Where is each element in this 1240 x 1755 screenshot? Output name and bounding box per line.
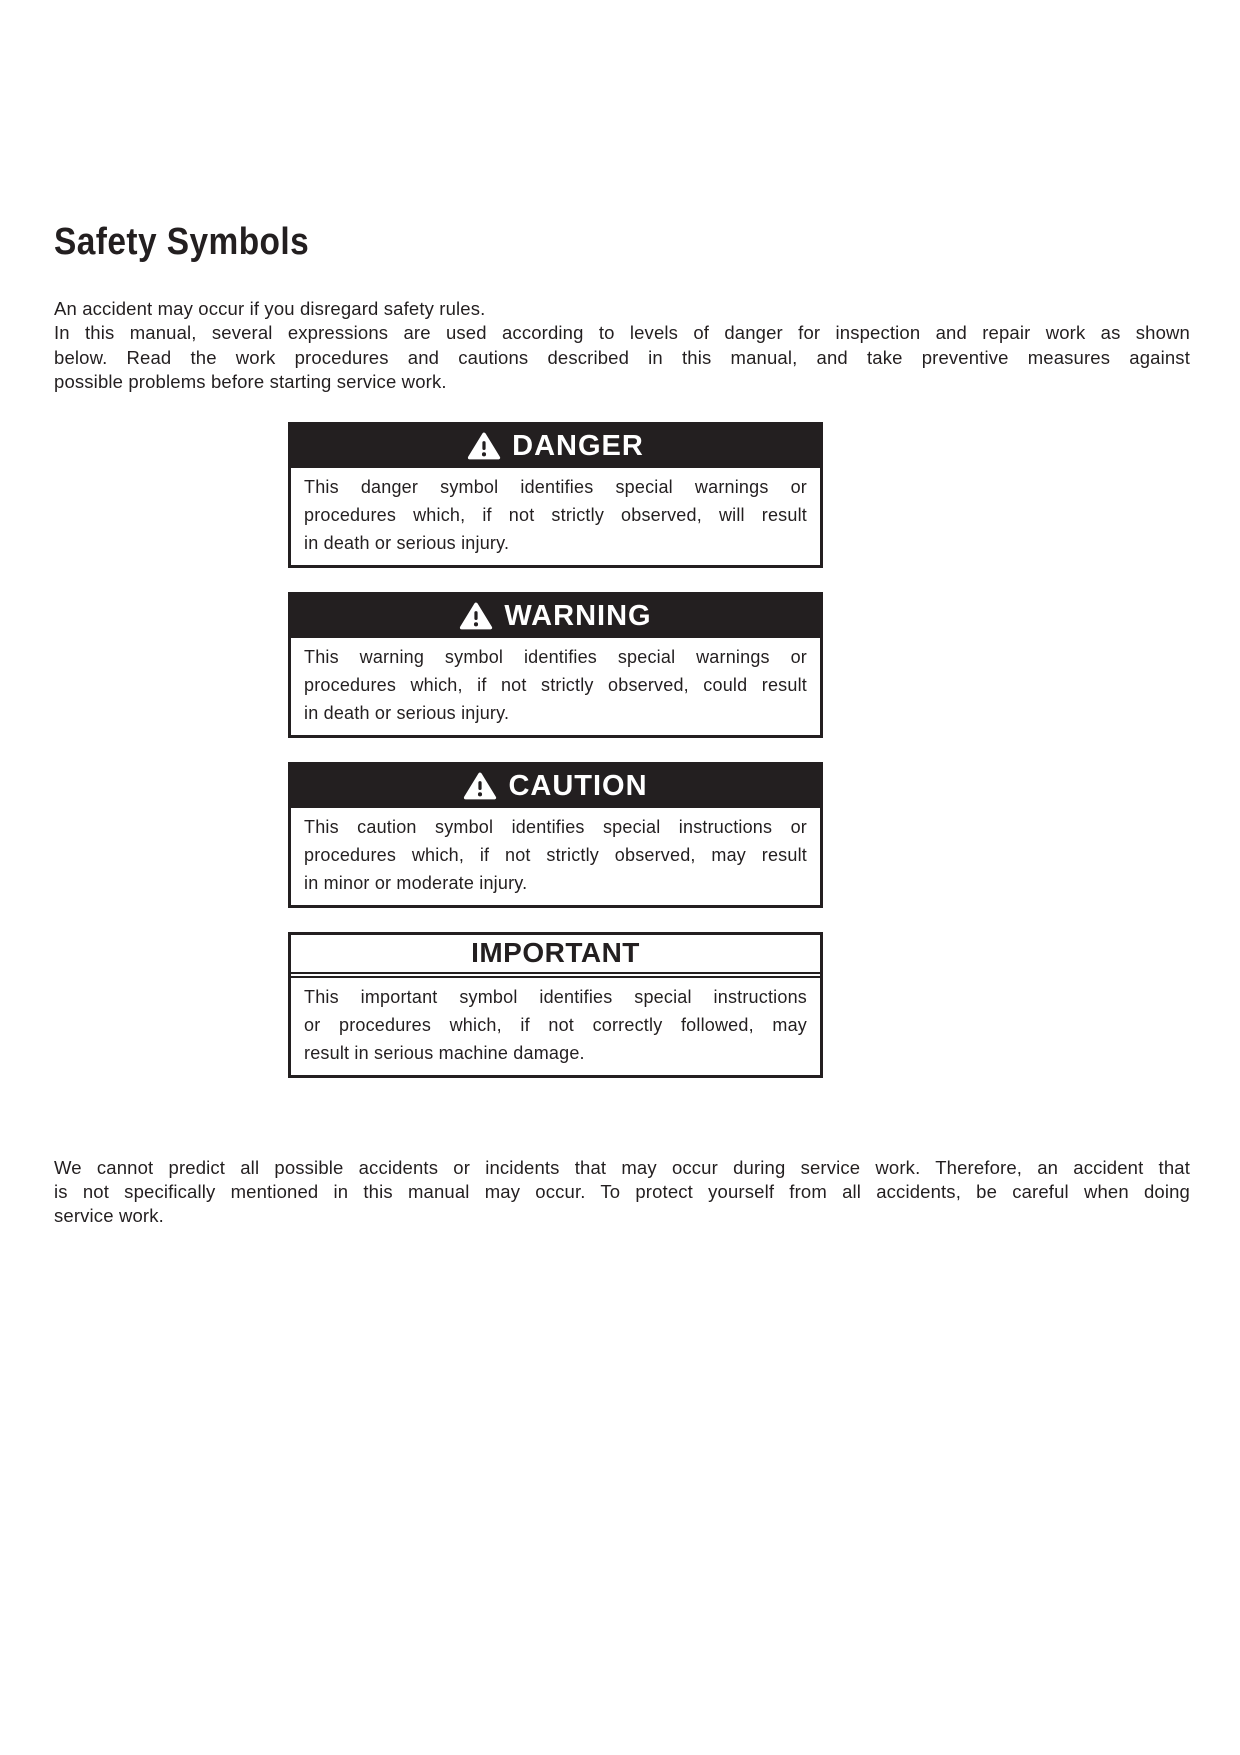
warning-body-line: This warning symbol identifies special warnings or (304, 646, 807, 667)
intro-line: In this manual, several expressions are used according to levels of danger for inspection and repair work as shown (54, 322, 1190, 344)
important-box (288, 932, 823, 1078)
warning-box (288, 592, 823, 738)
intro-paragraph (54, 297, 1190, 395)
danger-box-header (291, 425, 820, 468)
danger-body-line: procedures which, if not strictly observed, will result (304, 504, 807, 525)
danger-box (288, 422, 823, 568)
closing-line: is not specifically mentioned in this manual may occur. To protect yourself from all accidents, be careful when doing (54, 1181, 1190, 1203)
important-box-body (291, 976, 820, 1075)
danger-body-line: This danger symbol identifies special warnings or (304, 476, 807, 497)
closing-line: service work. (54, 1205, 164, 1227)
caution-box-header (291, 765, 820, 808)
caution-box-body (291, 808, 820, 905)
caution-body-line: in minor or moderate injury. (304, 872, 528, 893)
warning-triangle-icon (463, 771, 497, 801)
intro-line: below. Read the work procedures and cautions described in this manual, and take preventive measures against (54, 346, 1190, 368)
important-body-line: result in serious machine damage. (304, 1042, 585, 1063)
danger-body-line: in death or serious injury. (304, 532, 510, 553)
warning-body-line: in death or serious injury. (304, 702, 510, 723)
closing-paragraph (54, 1156, 1190, 1229)
danger-box-title: DANGER (512, 429, 644, 462)
important-body-line: This important symbol identifies special instructions (304, 986, 807, 1007)
important-body-line: or procedures which, if not correctly followed, may (304, 1014, 807, 1035)
intro-line: possible problems before starting service work. (54, 371, 447, 393)
danger-box-body (291, 468, 820, 565)
important-box-header (291, 935, 820, 974)
caution-box (288, 762, 823, 908)
warning-triangle-icon (459, 601, 493, 631)
page-title: Safety Symbols (54, 221, 310, 263)
warning-box-body (291, 638, 820, 735)
warning-triangle-icon (467, 431, 501, 461)
warning-body-line: procedures which, if not strictly observed, could result (304, 674, 807, 695)
warning-box-header (291, 595, 820, 638)
safety-boxes-column (288, 422, 823, 1078)
closing-line: We cannot predict all possible accidents or incidents that may occur during service work. Therefore, an accident that (54, 1156, 1190, 1178)
caution-box-title: CAUTION (508, 769, 648, 802)
caution-body-line: procedures which, if not strictly observed, may result (304, 844, 807, 865)
caution-body-line: This caution symbol identifies special instructions or (304, 816, 807, 837)
important-box-title: IMPORTANT (471, 937, 640, 969)
warning-box-title: WARNING (504, 599, 652, 632)
intro-line: An accident may occur if you disregard safety rules. (54, 298, 486, 319)
